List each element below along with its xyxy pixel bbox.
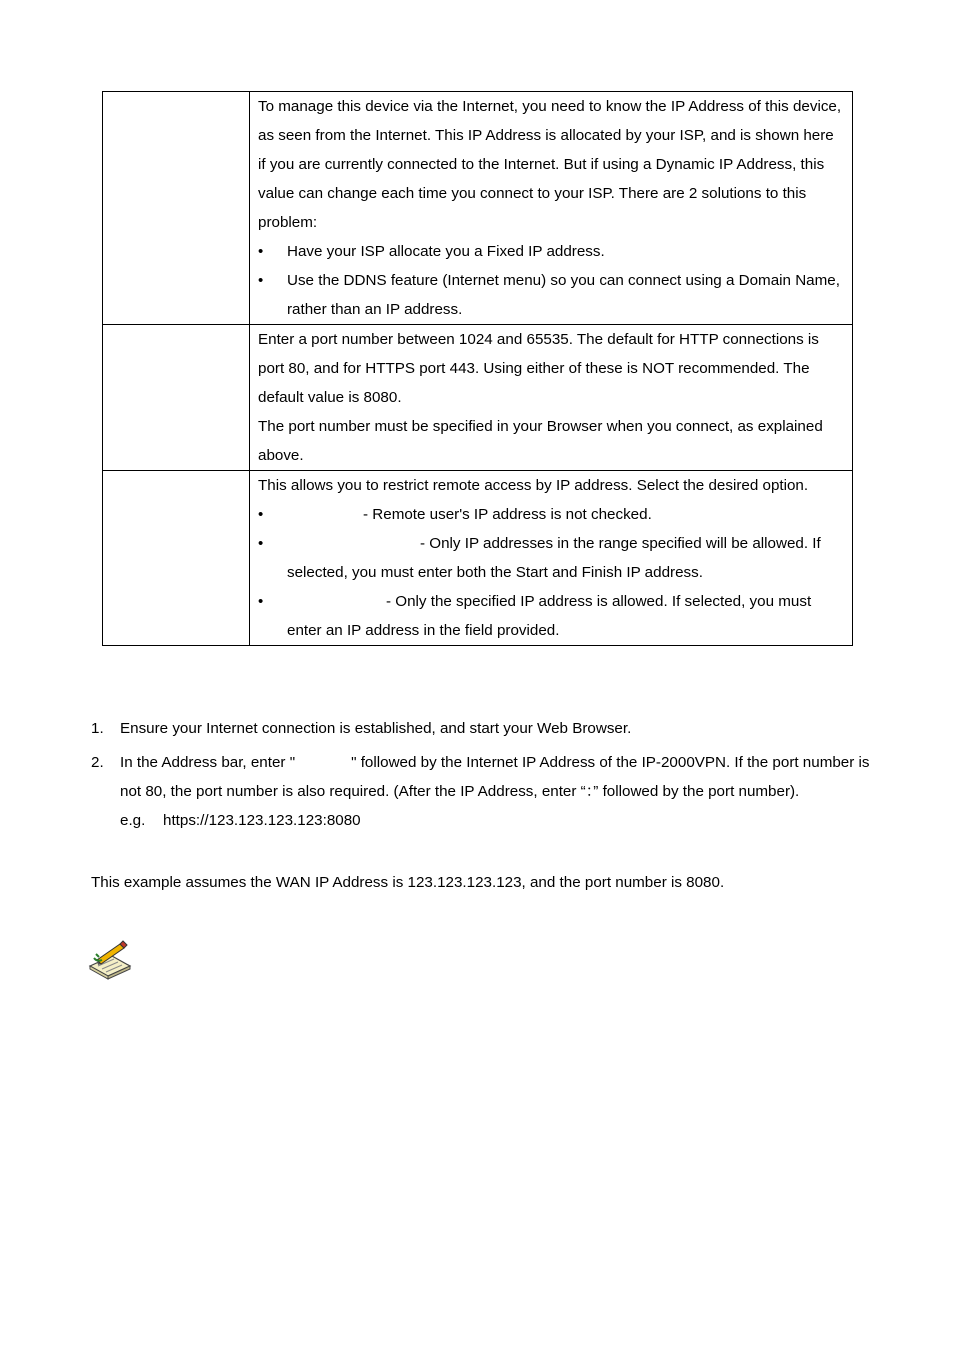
- table-row: [103, 325, 853, 471]
- step-item: [91, 714, 881, 743]
- row-desc-cell: [250, 471, 853, 646]
- row-label-cell: [103, 92, 250, 325]
- row-desc-cell: [250, 92, 853, 325]
- desc-paragraph: To manage this device via the Internet, you need to know the IP Address of this device, as seen from the Internet. This IP Address is allocated by your ISP, and is shown here if you are currently connected to the Internet. But if using a Dynamic IP Address, this value can change each time you connect to your ISP. There are 2 solutions to this problem:: [258, 98, 842, 231]
- settings-table: [102, 91, 853, 646]
- example-url: https://123.123.123.123:8080: [163, 812, 361, 829]
- row-label-cell: [103, 471, 250, 646]
- example-line: [120, 806, 881, 835]
- example-label: e.g.: [120, 812, 146, 829]
- desc-paragraph: This allows you to restrict remote access by IP address. Select the desired option.: [258, 477, 809, 494]
- step-number: 1.: [91, 720, 104, 737]
- row-desc-cell: [250, 325, 853, 471]
- bullet-text: - Only the specified IP address is allowed. If selected, you must enter an IP address in the field provided.: [287, 593, 812, 639]
- row-label-cell: [103, 325, 250, 471]
- list-item: • Use the DDNS feature (Internet menu) so you can connect using a Domain Name, rather than an IP address.: [258, 266, 844, 324]
- step-item: [91, 748, 881, 835]
- desc-paragraph: The port number must be specified in your Browser when you connect, as explained above.: [258, 418, 823, 464]
- step-number: 2.: [91, 754, 104, 771]
- list-item: • Have your ISP allocate you a Fixed IP address.: [258, 237, 844, 266]
- step-text: Ensure your Internet connection is established, and start your Web Browser.: [120, 720, 632, 737]
- bullet-text: - Only IP addresses in the range specified will be allowed. If selected, you must enter both the Start and Finish IP address.: [287, 535, 821, 581]
- list-item: [258, 529, 844, 587]
- example-note: This example assumes the WAN IP Address is 123.123.123.123, and the port number is 8080.: [91, 874, 725, 891]
- bullet-list: [258, 500, 844, 645]
- step-text: In the Address bar, enter ": [120, 754, 296, 771]
- table-row: [103, 471, 853, 646]
- desc-paragraph: Enter a port number between 1024 and 65535. The default for HTTP connections is port 80, and for HTTPS port 443. Using either of these is NOT recommended. The default value is 8080.: [258, 331, 819, 406]
- table-row: [103, 92, 853, 325]
- list-item: [258, 587, 844, 645]
- list-item: [258, 500, 844, 529]
- step-text: " followed by the Internet IP Address of the IP-2000VPN. If the port number is not 80, the port number is also required. (After the IP Address, enter “：” followed by the port number).: [120, 754, 870, 800]
- bullet-list: [258, 237, 844, 324]
- pencil-note-icon: [88, 940, 132, 980]
- bullet-text: - Remote user's IP address is not checked.: [363, 506, 652, 523]
- steps-list: [91, 714, 881, 840]
